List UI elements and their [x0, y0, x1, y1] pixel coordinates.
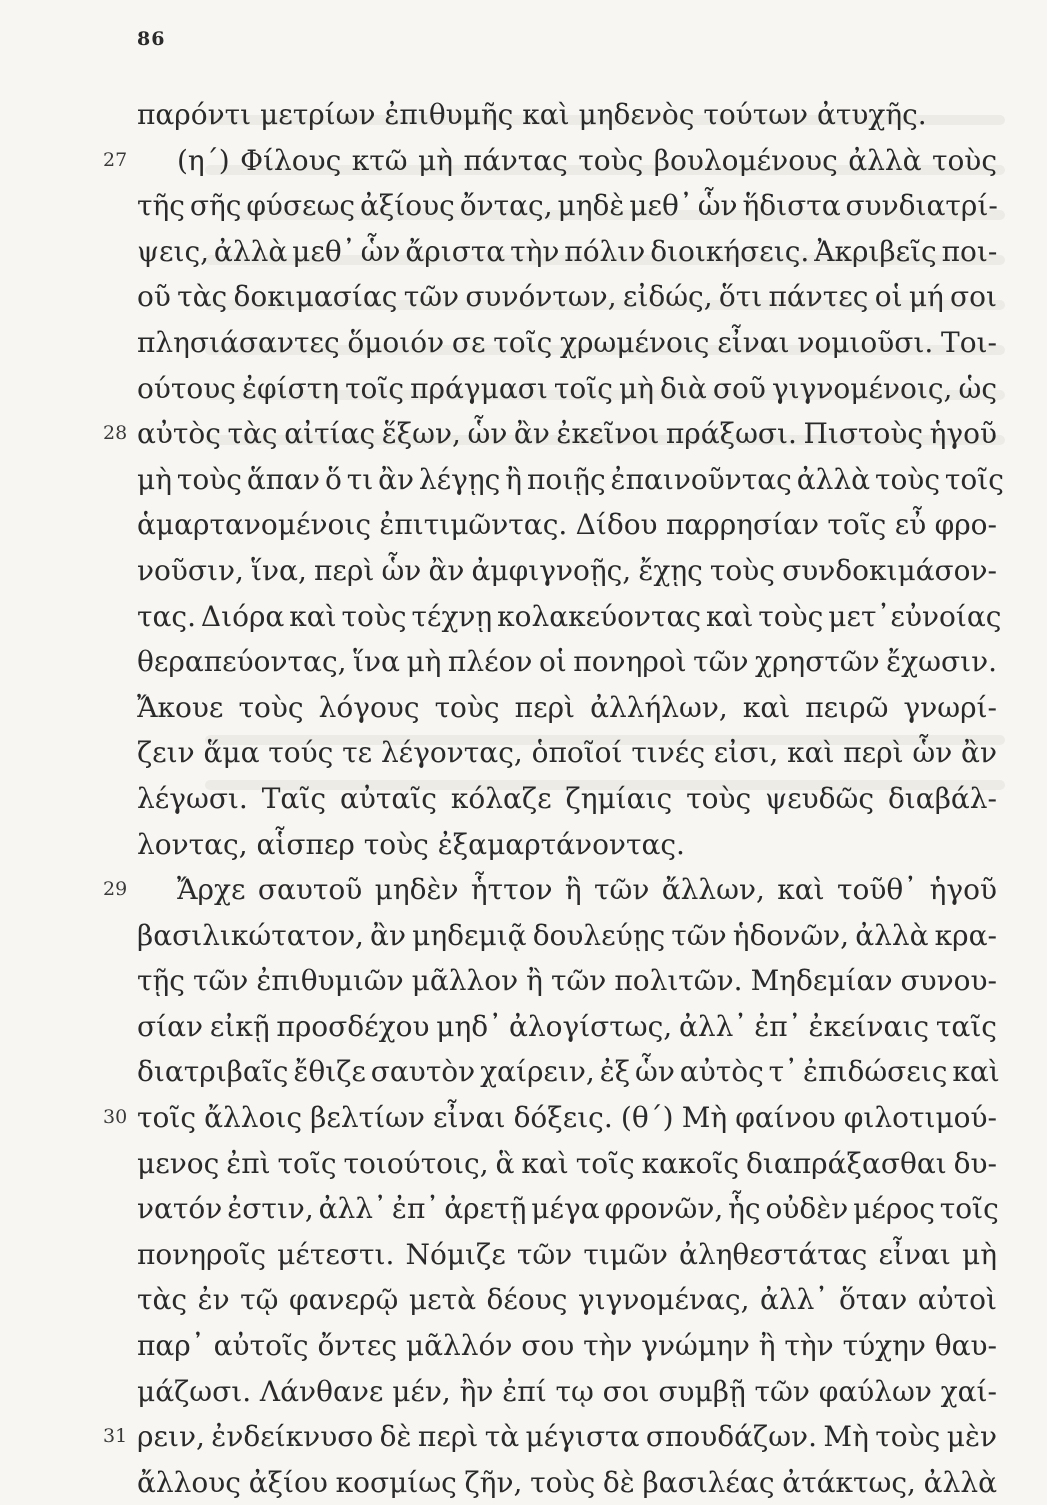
text-line [137, 274, 997, 320]
line-text: τῇς τῶν ἐπιθυμιῶν μᾶλλον ἢ τῶν πολιτῶν. Μηδεμίαν συνου- [137, 964, 997, 998]
line-text: λοντας, αἷσπερ τοὺς ἐξαμαρτάνοντας. [137, 827, 685, 861]
text-line [137, 1141, 997, 1187]
line-text: πλησιάσαντες ὅμοιόν σε τοῖς χρωμένοις εἶναι νομιοῦσι. Τοι- [137, 325, 997, 359]
line-text: τοῖς ἄλλοις βελτίων εἶναι δόξεις. (θ΄) Μὴ φαίνου φιλοτιμού- [137, 1101, 997, 1135]
text-line [137, 229, 997, 275]
section-number: 28 [103, 422, 128, 445]
line-text: παρ᾽ αὐτοῖς ὄντες μᾶλλόν σου τὴν γνώμην ἢ τὴν τύχην θαυ- [137, 1329, 997, 1363]
section-number: 31 [103, 1425, 128, 1448]
text-line [103, 1414, 997, 1460]
text-line [137, 457, 1004, 503]
text-line [137, 913, 997, 959]
section-number: 27 [103, 148, 128, 171]
text-line [137, 1186, 997, 1232]
line-text: Ἄκουε τοὺς λόγους τοὺς περὶ ἀλλήλων, καὶ πειρῶ γνωρί- [137, 690, 997, 724]
text-line [137, 548, 997, 594]
line-text: διατριβαῖς ἔθιζε σαυτὸν χαίρειν, ἐξ ὧν αὐτὸς τ᾽ ἐπιδώσεις καὶ [137, 1055, 1000, 1089]
text-line [137, 366, 997, 412]
text-line [137, 1232, 997, 1278]
line-text: ἄλλους ἀξίου κοσμίως ζῆν, τοὺς δὲ βασιλέας ἀτάκτως, ἀλλὰ [137, 1465, 997, 1499]
line-text: ζειν ἅμα τούς τε λέγοντας, ὁποῖοί τινές εἰσι, καὶ περὶ ὧν ἂν [137, 736, 997, 770]
text-line [137, 1049, 1000, 1095]
line-text: ούτους ἐφίστη τοῖς πράγμασι τοῖς μὴ διὰ σοῦ γιγνομένοις, ὡς [137, 371, 997, 405]
line-text: μάζωσι. Λάνθανε μέν, ἢν ἐπί τῳ σοι συμβῇ τῶν φαύλων χαί- [137, 1374, 997, 1408]
text-line [137, 1004, 997, 1050]
line-text: τὰς ἐν τῷ φανερῷ μετὰ δέους γιγνομένας, ἀλλ᾽ ὅταν αὐτοὶ [137, 1283, 997, 1317]
line-text: Ἄρχε σαυτοῦ μηδὲν ἧττον ἢ τῶν ἄλλων, καὶ τοῦθ᾽ ἡγοῦ [177, 873, 997, 907]
text-line [137, 92, 997, 138]
line-text: ἁμαρτανομένοις ἐπιτιμῶντας. Δίδου παρρησίαν τοῖς εὖ φρο- [137, 508, 997, 542]
greek-text-body [103, 92, 1004, 1505]
text-line [137, 1369, 997, 1415]
text-line [137, 502, 997, 548]
line-text: λέγωσι. Ταῖς αὐταῖς κόλαζε ζημίαις τοὺς ψευδῶς διαβάλ- [137, 781, 997, 815]
text-line [137, 958, 997, 1004]
line-text: νατόν ἐστιν, ἀλλ᾽ ἐπ᾽ ἀρετῇ μέγα φρονῶν, ἧς οὐδὲν μέρος τοῖς [137, 1192, 999, 1226]
line-text: τῆς σῆς φύσεως ἀξίους ὄντας, μηδὲ μεθ᾽ ὧν ἥδιστα συνδιατρί- [137, 189, 998, 223]
line-text: οῦ τὰς δοκιμασίας τῶν συνόντων, εἰδώς, ὅτι πάντες οἱ μή σοι [137, 280, 997, 314]
text-line [137, 1277, 997, 1323]
line-text: μὴ τοὺς ἅπαν ὅ τι ἂν λέγῃς ἢ ποιῇς ἐπαινοῦντας ἀλλὰ τοὺς τοῖς [137, 462, 1004, 496]
line-text: μενος ἐπὶ τοῖς τοιούτοις, ἃ καὶ τοῖς κακοῖς διαπράξασθαι δυ- [137, 1146, 997, 1180]
line-text: σίαν εἰκῇ προσδέχου μηδ᾽ ἀλογίστως, ἀλλ᾽ ἐπ᾽ ἐκείναις ταῖς [137, 1009, 997, 1043]
text-line [137, 1323, 997, 1369]
line-text: τας. Διόρα καὶ τοὺς τέχνῃ κολακεύοντας καὶ τοὺς μετ᾽εὐνοίας [137, 599, 1002, 633]
text-line [137, 320, 997, 366]
text-line [137, 776, 997, 822]
text-line [137, 1460, 997, 1505]
line-text: ψεις, ἀλλὰ μεθ᾽ ὧν ἄριστα τὴν πόλιν διοικήσεις. Ἀκριβεῖς ποι- [137, 234, 998, 268]
line-text: πονηροῖς μέτεστι. Νόμιζε τῶν τιμῶν ἀληθεστάτας εἶναι μὴ [137, 1237, 997, 1271]
line-text: ρειν, ἐνδείκνυσο δὲ περὶ τὰ μέγιστα σπουδάζων. Μὴ τοὺς μὲν [137, 1420, 997, 1454]
text-line [137, 639, 997, 685]
text-line [137, 685, 997, 731]
text-line [137, 730, 997, 776]
line-text: θεραπεύοντας, ἵνα μὴ πλέον οἱ πονηροὶ τῶν χρηστῶν ἔχωσιν. [137, 645, 997, 679]
text-line [103, 411, 998, 457]
line-text: (η΄) Φίλους κτῶ μὴ πάντας τοὺς βουλομένους ἀλλὰ τοὺς [177, 143, 997, 177]
line-text: παρόντι μετρίων ἐπιθυμῆς καὶ μηδενὸς τούτων ἀτυχῆς. [137, 98, 927, 131]
text-line [103, 138, 997, 184]
text-line [137, 183, 997, 229]
text-line [103, 867, 997, 913]
section-number: 30 [103, 1106, 128, 1129]
line-text: βασιλικώτατον, ἂν μηδεμιᾷ δουλεύῃς τῶν ἡδονῶν, ἀλλὰ κρα- [137, 918, 997, 952]
page-number: 86 [137, 28, 166, 50]
text-line [103, 1095, 997, 1141]
text-line [137, 594, 1002, 640]
section-number: 29 [103, 878, 128, 901]
line-text: αὐτὸς τὰς αἰτίας ἕξων, ὧν ἂν ἐκεῖνοι πράξωσι. Πιστοὺς ἡγοῦ [137, 417, 998, 451]
text-line [137, 822, 997, 868]
line-text: νοῦσιν, ἵνα, περὶ ὧν ἂν ἀμφιγνοῇς, ἔχῃς τοὺς συνδοκιμάσον- [137, 553, 997, 587]
